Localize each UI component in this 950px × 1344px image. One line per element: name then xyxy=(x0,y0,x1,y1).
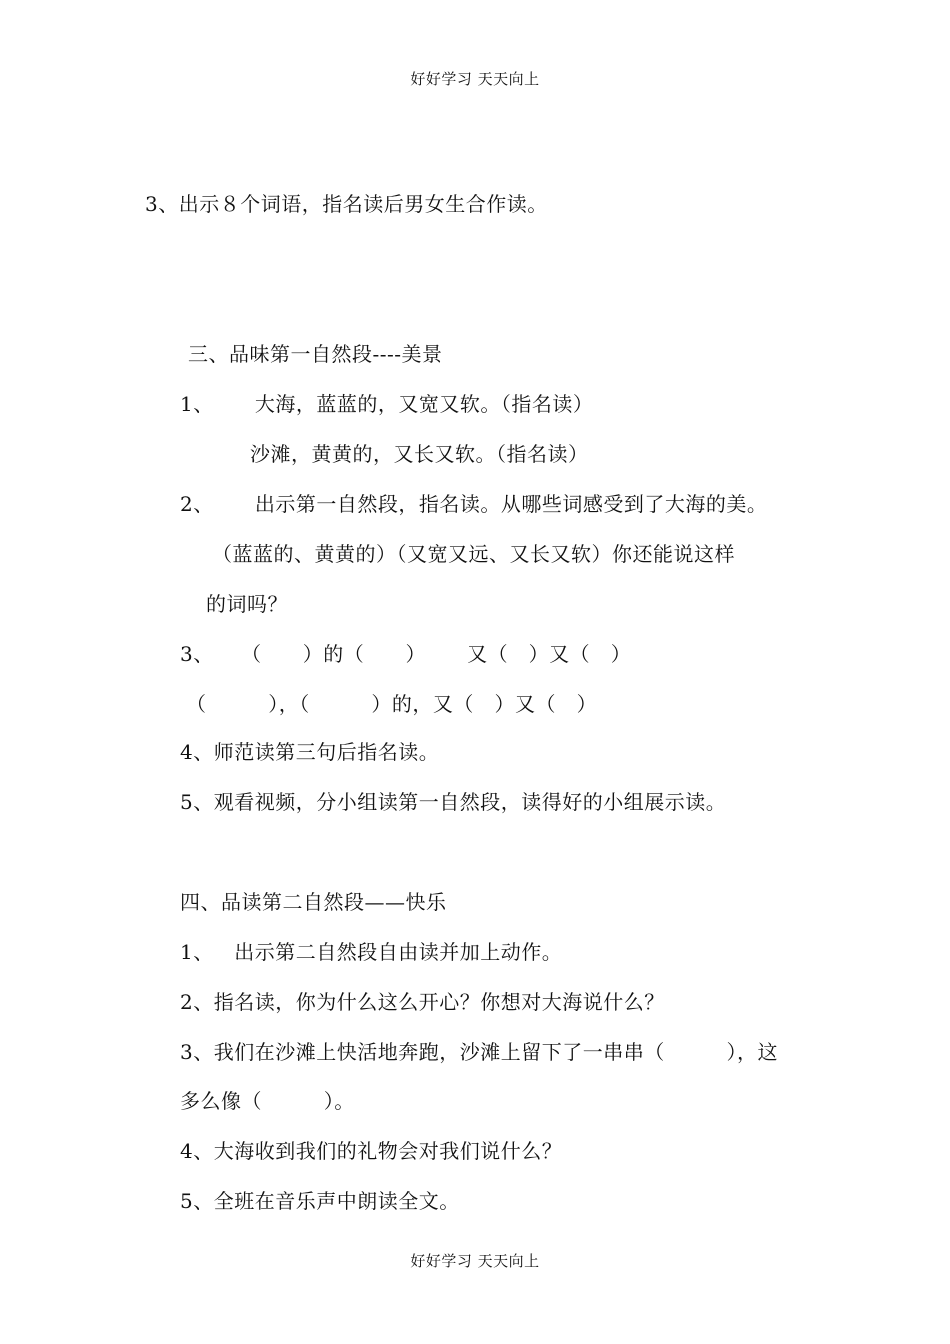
item-2-word-examples: （蓝蓝的、黄黄的）（又宽又远、又长又软）你还能说这样 xyxy=(212,542,735,566)
item-2-show-paragraph: 2、 出示第一自然段，指名读。从哪些词感受到了大海的美。 xyxy=(180,492,768,516)
item-3-show-words: 3、出示８个词语，指名读后男女生合作读。 xyxy=(145,192,548,216)
section-four-item-4: 4、大海收到我们的礼物会对我们说什么？ xyxy=(180,1139,563,1163)
item-3-fill-blank-pattern-2: （ ），（ ）的，又（ ）又（ ） xyxy=(186,692,598,716)
section-four-item-3: 3、我们在沙滩上快活地奔跑，沙滩上留下了一串串（ ），这 xyxy=(180,1040,778,1064)
section-four-heading: 四、品读第二自然段——快乐 xyxy=(180,890,447,914)
section-four-item-5: 5、全班在音乐声中朗读全文。 xyxy=(180,1189,460,1213)
page-header: 好好学习 天天向上 xyxy=(410,70,540,88)
section-four-item-2: 2、指名读，你为什么这么开心？你想对大海说什么？ xyxy=(180,990,665,1014)
item-5-watch-video: 5、观看视频，分小组读第一自然段，读得好的小组展示读。 xyxy=(180,790,727,814)
section-four-item-1: 1、 出示第二自然段自由读并加上动作。 xyxy=(180,940,563,964)
item-2-question: 的词吗？ xyxy=(206,592,288,616)
item-3-fill-blank-pattern: 3、 （ ）的（ ） 又（ ）又（ ） xyxy=(180,642,632,666)
item-1-beach-sentence: 沙滩，黄黄的，又长又软。（指名读） xyxy=(250,442,589,466)
item-1-sea-sentence: 1、 大海，蓝蓝的，又宽又软。（指名读） xyxy=(180,392,594,416)
page-footer: 好好学习 天天向上 xyxy=(410,1252,540,1270)
item-4-teacher-reading: 4、师范读第三句后指名读。 xyxy=(180,740,440,764)
section-four-item-3-cont: 多么像（ ）。 xyxy=(180,1089,355,1113)
section-three-heading: 三、品味第一自然段----美景 xyxy=(188,342,443,366)
